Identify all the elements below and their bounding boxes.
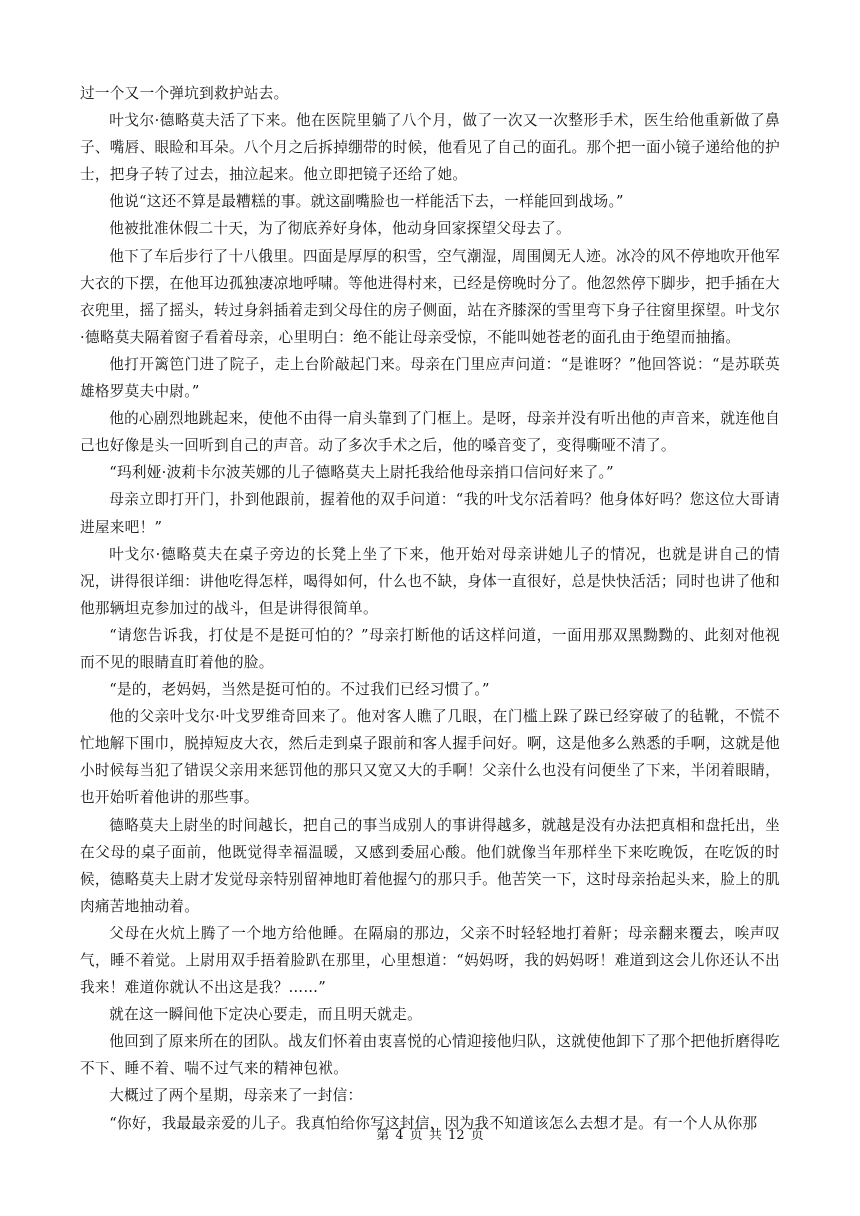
paragraph: “玛利娅·波莉卡尔波芙娜的儿子德略莫夫上尉托我给他母亲捎口信问好来了。” <box>109 464 614 482</box>
paragraph: 他的父亲叶戈尔·叶戈罗维奇回来了。他对客人瞧了几眼，在门槛上跺了跺已经穿破了的毡靴，不慌不忙地解下围巾，脱掉短皮大衣，然后走到桌子跟前和客人握手问好。啊，这是他多么熟悉的手啊，这就是他小时候每当犯了错误父亲用来惩罚他的那只又宽又大的手啊！父亲什么也没有问便坐了下来，半闭着眼睛，也开始听着他讲的那些事。 <box>80 708 781 807</box>
paragraph: 他的心剧烈地跳起来，使他不由得一肩头靠到了门框上。是呀，母亲并没有听出他的声音来，就连他自己也好像是头一回听到自己的声音。动了多次手术之后，他的嗓音变了，变得嘶哑不清了。 <box>80 410 780 455</box>
page-footer: 第 4 页 共 12 页 <box>376 1128 484 1143</box>
paragraph: 父母在火炕上腾了一个地方给他睡。在隔扇的那边，父亲不时轻轻地打着鼾；母亲翻来覆去，唉声叹气，睡不着觉。上尉用双手捂着脸趴在那里，心里想道：“妈妈呀，我的妈妈呀！难道到这会儿你还认不出我来！难道你就认不出这是我？……” <box>80 924 780 997</box>
paragraph: 他打开篱笆门进了院子，走上台阶敲起门来。母亲在门里应声问道：“是谁呀？”他回答说：“是苏联英雄格罗莫夫中尉。” <box>80 355 780 401</box>
paragraph: 他下了车后步行了十八俄里。四面是厚厚的积雪，空气潮湿，周围阒无人迹。冰冷的风不停地吹开他军大衣的下摆，在他耳边孤独凄凉地呼啸。等他进得村来，已经是傍晚时分了。他忽然停下脚步，把手插在大衣兜里，摇了摇头，转过身斜插着走到父母住的房子侧面，站在齐膝深的雪里弯下身子往窗里探望。叶戈尔·德略莫夫隔着窗子看着母亲，心里明白：绝不能让母亲受惊，不能叫她苍老的面孔由于绝望而抽搐。 <box>80 247 781 346</box>
paragraph: 就在这一瞬间他下定决心要走，而且明天就走。 <box>109 1006 422 1024</box>
paragraph: “你好，我最最亲爱的儿子。我真怕给你写这封信，因为我不知道该怎么去想才是。有一个人从你那 <box>109 1114 758 1132</box>
paragraph: 他被批准休假二十天，为了彻底养好身体，他动身回家探望父母去了。 <box>109 220 571 238</box>
paragraph: 叶戈尔·德略莫夫在桌子旁边的长凳上坐了下来，他开始对母亲讲她儿子的情况，也就是讲自己的情况，讲得很详细：讲他吃得怎样，喝得如何，什么也不缺，身体一直很好，总是快快活活；同时也讲了他和他那辆坦克参加过的战斗，但是讲得很简单。 <box>80 545 781 617</box>
paragraph: “请您告诉我，打仗是不是挺可怕的？”母亲打断他的话这样问道，一面用那双黑黝黝的、此刻对他视而不见的眼睛直盯着他的脸。 <box>80 626 780 671</box>
paragraph: 叶戈尔·德略莫夫活了下来。他在医院里躺了八个月，做了一次又一次整形手术，医生给他重新做了鼻子、嘴唇、眼睑和耳朵。八个月之后拆掉绷带的时候，他看见了自己的面孔。那个把一面小镜子递给他的护士，把身子转了过去，抽泣起来。他立即把镜子还给了她。 <box>80 112 781 184</box>
paragraph: 大概过了两个星期，母亲来了一封信： <box>109 1087 363 1105</box>
paragraph: 母亲立即打开门，扑到他跟前，握着他的双手问道：“我的叶戈尔活着吗？他身体好吗？您这位大哥请进屋来吧！” <box>80 491 780 536</box>
paragraph: 过一个又一个弹坑到救护站去。 <box>80 85 289 102</box>
article-body <box>80 80 780 1137</box>
paragraph: “是的，老妈妈，当然是挺可怕的。不过我们已经习惯了。” <box>109 681 490 699</box>
paragraph: 德略莫夫上尉坐的时间越长，把自己的事当成别人的事讲得越多，就越是没有办法把真相和盘托出，坐在父母的桌子面前，他既觉得幸福温暖，又感到委屈心酸。他们就像当年那样坐下来吃晚饭，在吃饭的时候，德略莫夫上尉才发觉母亲特别留神地盯着他握勺的那只手。他苦笑一下，这时母亲抬起头来，脸上的肌肉痛苦地抽动着。 <box>80 816 781 915</box>
paragraph: 他说“这还不算是最糟糕的事。就这副嘴脸也一样能活下去，一样能回到战场。” <box>109 193 624 211</box>
paragraph: 他回到了原来所在的团队。战友们怀着由衷喜悦的心情迎接他归队，这就使他卸下了那个把他折磨得吃不下、睡不着、喘不过气来的精神包袱。 <box>80 1033 780 1078</box>
